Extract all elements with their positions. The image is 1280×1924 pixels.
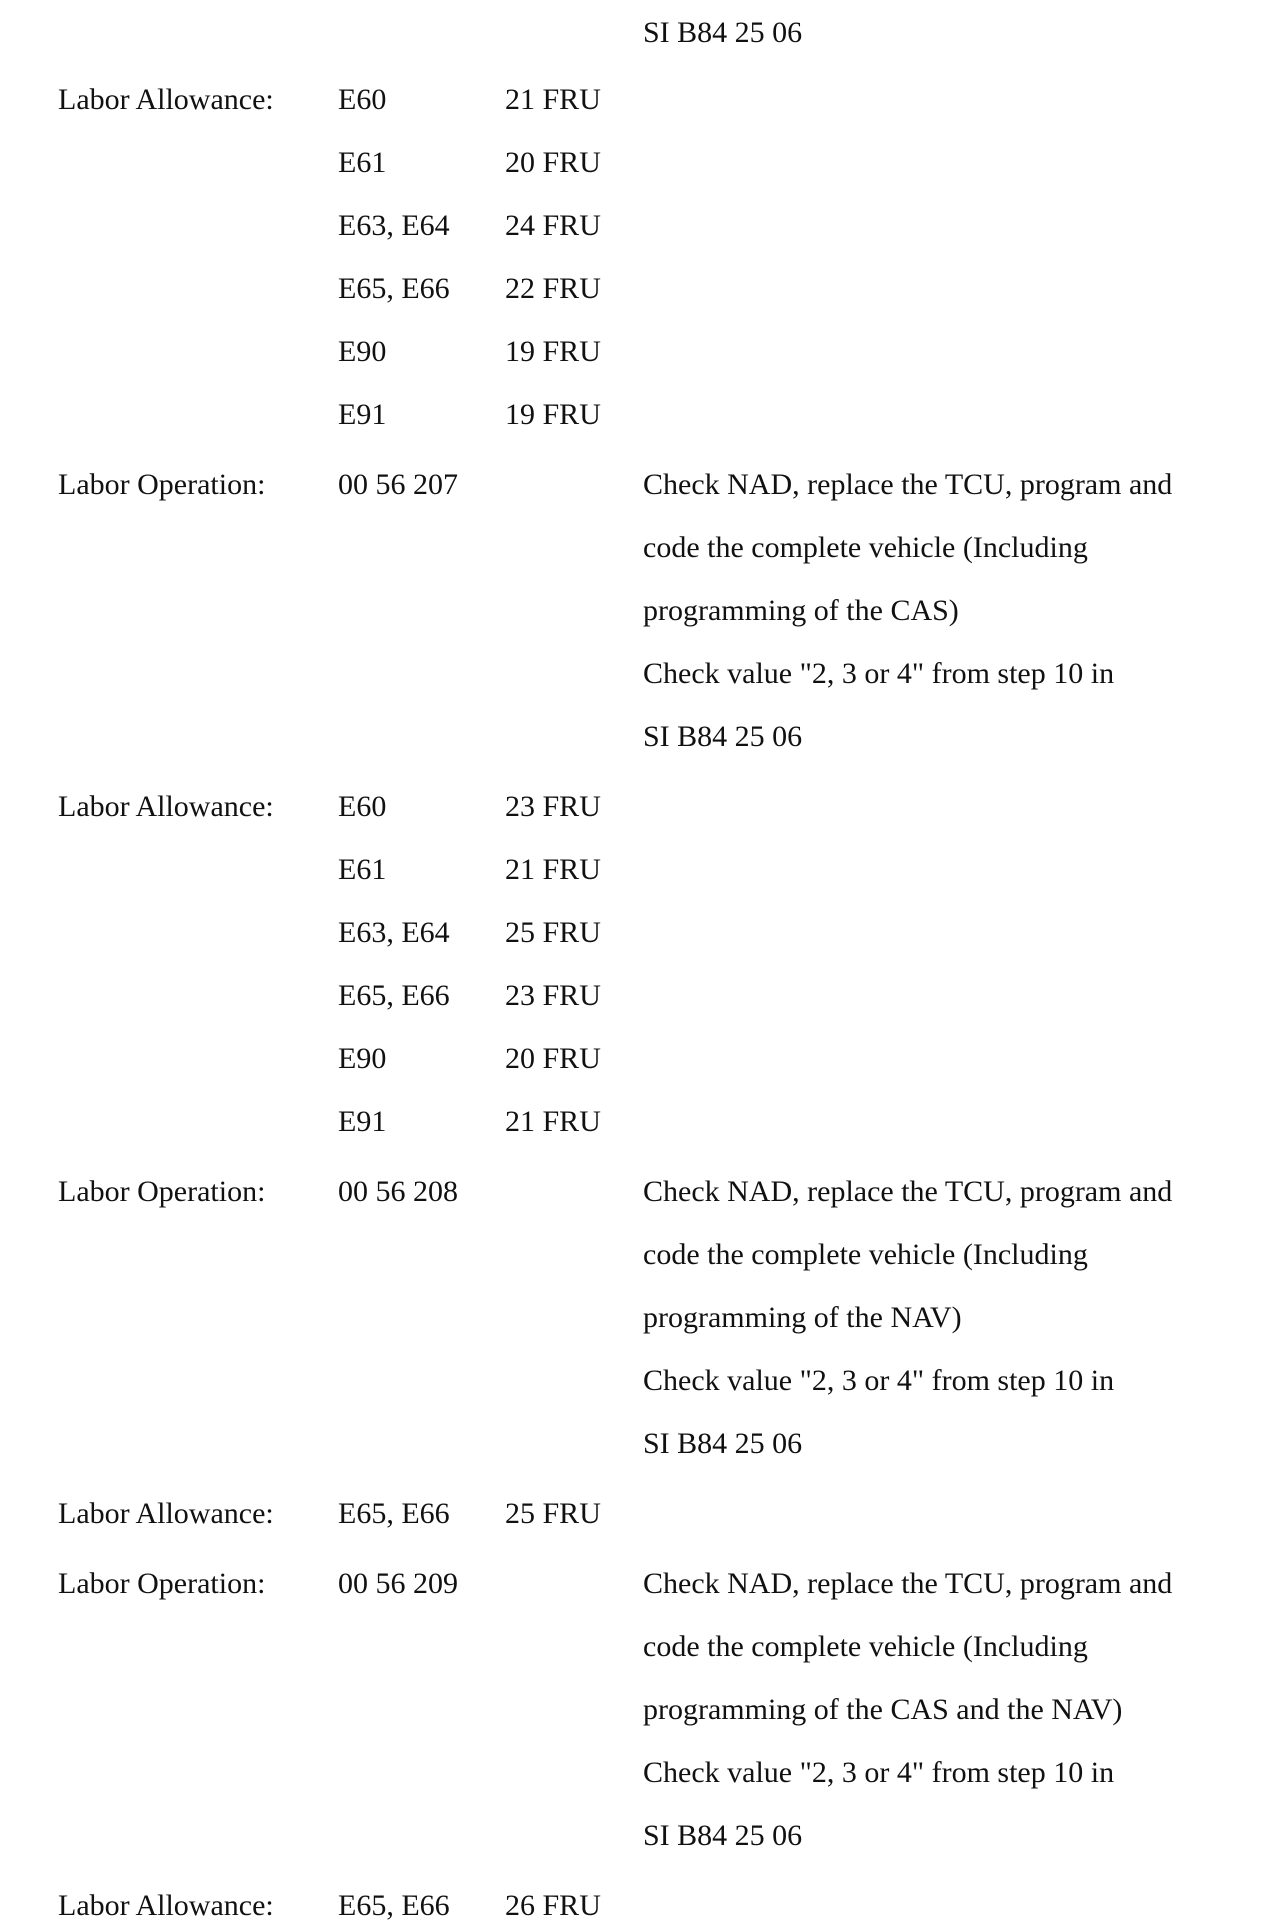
- vehicle-model: E65, E66: [338, 979, 450, 1012]
- vehicle-model: E63, E64: [338, 209, 450, 242]
- labor-operation-code: 00 56 208: [338, 1175, 458, 1208]
- fru-value: 25 FRU: [505, 916, 601, 949]
- fru-value: 23 FRU: [505, 979, 601, 1012]
- fru-value: 21 FRU: [505, 853, 601, 886]
- operation-description-line: programming of the CAS): [643, 594, 959, 627]
- vehicle-model: E60: [338, 83, 387, 116]
- labor-allowance-label: Labor Allowance:: [58, 790, 274, 823]
- operation-description-line: Check NAD, replace the TCU, program and: [643, 468, 1173, 501]
- vehicle-model: E65, E66: [338, 1889, 450, 1922]
- fru-value: 19 FRU: [505, 335, 601, 368]
- operation-description-line: programming of the NAV): [643, 1301, 962, 1334]
- labor-operation-code: 00 56 207: [338, 468, 458, 501]
- operation-description-line: Check value "2, 3 or 4" from step 10 in: [643, 657, 1115, 690]
- operation-description-line: Check value "2, 3 or 4" from step 10 in: [643, 1756, 1115, 1789]
- operation-description-line: Check NAD, replace the TCU, program and: [643, 1567, 1173, 1600]
- labor-operation-label: Labor Operation:: [58, 468, 266, 501]
- operation-description-line: programming of the CAS and the NAV): [643, 1693, 1123, 1726]
- labor-allowance-label: Labor Allowance:: [58, 1497, 274, 1530]
- vehicle-model: E91: [338, 398, 387, 431]
- operation-description-line: SI B84 25 06: [643, 1427, 803, 1460]
- fru-value: 22 FRU: [505, 272, 601, 305]
- vehicle-model: E65, E66: [338, 272, 450, 305]
- fru-value: 25 FRU: [505, 1497, 601, 1530]
- vehicle-model: E60: [338, 790, 387, 823]
- operation-description-line: Check value "2, 3 or 4" from step 10 in: [643, 1364, 1115, 1397]
- operation-description-line: code the complete vehicle (Including: [643, 1630, 1088, 1663]
- operation-description-line: SI B84 25 06: [643, 720, 803, 753]
- fru-value: 20 FRU: [505, 1042, 601, 1075]
- fru-value: 26 FRU: [505, 1889, 601, 1922]
- vehicle-model: E90: [338, 335, 387, 368]
- fru-value: 20 FRU: [505, 146, 601, 179]
- operation-description-line: SI B84 25 06: [643, 1819, 803, 1852]
- fru-value: 24 FRU: [505, 209, 601, 242]
- operation-description-line: code the complete vehicle (Including: [643, 531, 1088, 564]
- labor-operation-label: Labor Operation:: [58, 1567, 266, 1600]
- labor-operation-label: Labor Operation:: [58, 1175, 266, 1208]
- fru-value: 21 FRU: [505, 1105, 601, 1138]
- header-reference: SI B84 25 06: [643, 16, 803, 49]
- fru-value: 23 FRU: [505, 790, 601, 823]
- vehicle-model: E90: [338, 1042, 387, 1075]
- vehicle-model: E63, E64: [338, 916, 450, 949]
- labor-allowance-label: Labor Allowance:: [58, 83, 274, 116]
- vehicle-model: E65, E66: [338, 1497, 450, 1530]
- operation-description-line: Check NAD, replace the TCU, program and: [643, 1175, 1173, 1208]
- fru-value: 21 FRU: [505, 83, 601, 116]
- vehicle-model: E91: [338, 1105, 387, 1138]
- vehicle-model: E61: [338, 853, 387, 886]
- labor-allowance-label: Labor Allowance:: [58, 1889, 274, 1922]
- operation-description-line: code the complete vehicle (Including: [643, 1238, 1088, 1271]
- labor-operation-code: 00 56 209: [338, 1567, 458, 1600]
- vehicle-model: E61: [338, 146, 387, 179]
- fru-value: 19 FRU: [505, 398, 601, 431]
